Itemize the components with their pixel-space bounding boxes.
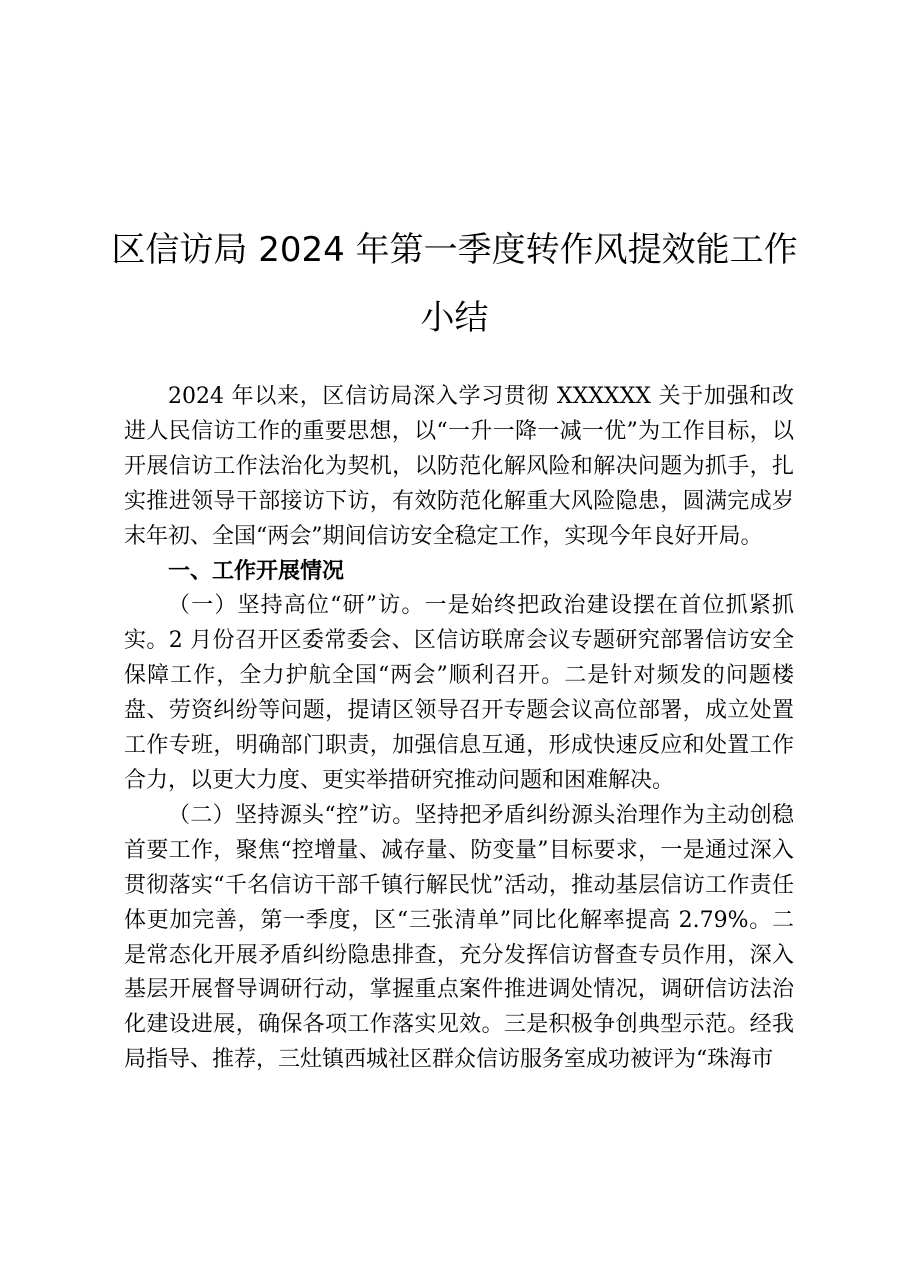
intro-paragraph: 2024 年以来，区信访局深入学习贯彻 XXXXXX 关于加强和改进人民信访工作的重要思想，以“一升一降一减一优”为工作目标，以开展信访工作法治化为契机，以防范化解风险和解决问题为抓手，扎实推进领导干部接访下访，有效防范化解重大风险隐患，圆满完成岁末年初、全国“两会”期间信访安全稳定工作，实现今年良好开局。 [124,384,794,549]
section-heading: 一、工作开展情况 [168,558,345,584]
document-title-line-2: 小结 [420,298,489,338]
document-title-line-1: 区信访局 2024 年第一季度转作风提效能工作 [111,230,798,270]
paragraph-high-level: （一）坚持高位“研”访。一是始终把政治建设摆在首位抓紧抓实。2 月份召开区委常委会、区信访联席会议专题研究部署信访安全保障工作，全力护航全国“两会”顺利召开。二是针对频发的问题楼盘、劳资纠纷等问题，提请区领导召开专题会议高位部署，成立处置工作专班，明确部门职责，加强信息互通，形成快速反应和处置工作合力，以更大力度、更实举措研究推动问题和困难解决。 [124,593,794,793]
document-body [124,380,794,1078]
paragraph-source-control: （二）坚持源头“控”访。坚持把矛盾纠纷源头治理作为主动创稳首要工作，聚焦“控增量、减存量、防变量”目标要求，一是通过深入贯彻落实“千名信访干部千镇行解民忧”活动，推动基层信访工作责任体更加完善，第一季度，区“三张清单”同比化解率提高 2.79%。二是常态化开展矛盾纠纷隐患排查，充分发挥信访督查专员作用，深入基层开展督导调研行动，掌握重点案件推进调处情况，调研信访法治化建设进展，确保各项工作落实见效。三是积极争创典型示范。经我局指导、推荐，三灶镇西城社区群众信访服务室成功被评为“珠海市 [124,802,794,1073]
